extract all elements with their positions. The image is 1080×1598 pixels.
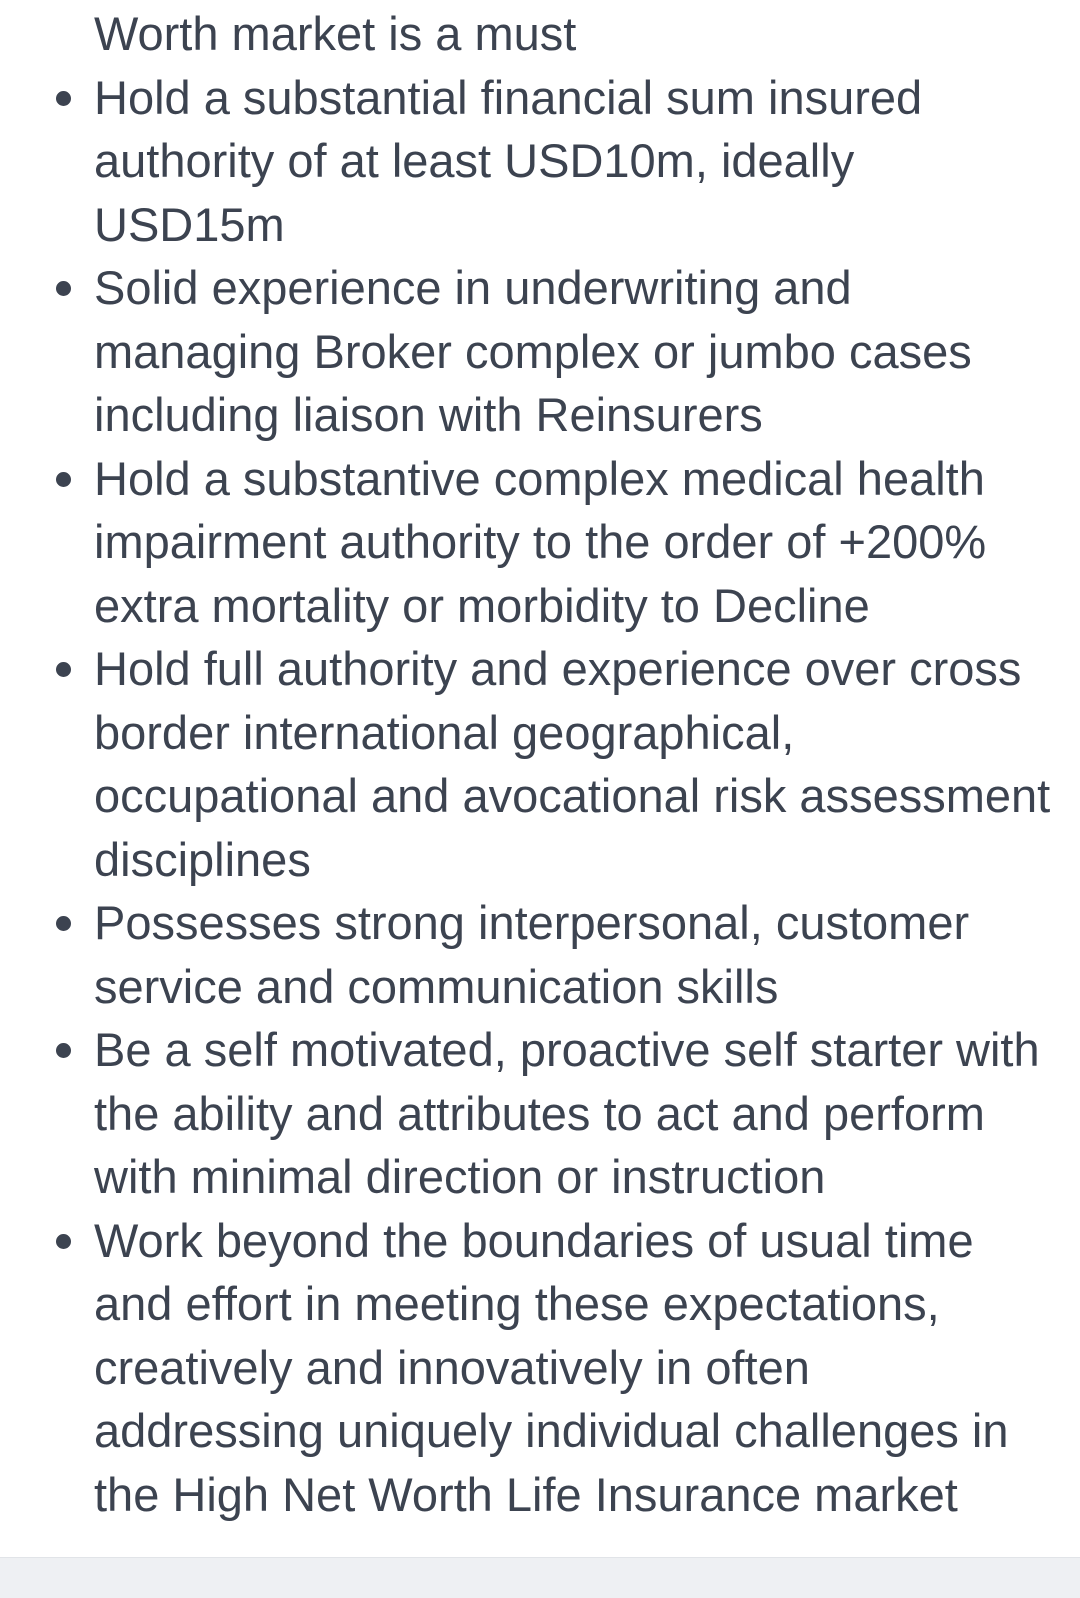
list-item-text: Be a self motivated, proactive self starter with the ability and attributes to act and perform with minimal direction or instruction <box>94 1023 1040 1203</box>
bullet-icon <box>56 91 71 106</box>
list-item <box>0 1018 1060 1209</box>
list-item <box>0 637 1060 891</box>
list-item <box>0 1209 1060 1527</box>
requirements-list <box>0 66 1060 1527</box>
bullet-icon <box>56 1234 71 1249</box>
list-item-text: Work beyond the boundaries of usual time and effort in meeting these expectations, creatively and innovatively in often addressing uniquely individual challenges in the High Net Worth Life Insurance market <box>94 1213 1009 1521</box>
list-item-text: Solid experience in underwriting and managing Broker complex or jumbo cases including liaison with Reinsurers <box>94 261 972 441</box>
list-item <box>0 447 1060 638</box>
bullet-icon <box>56 662 71 677</box>
lead-line-text: Worth market is a must <box>94 7 577 60</box>
list-item <box>0 256 1060 447</box>
bullet-icon <box>56 1043 71 1058</box>
list-item-text: Hold full authority and experience over cross border international geographical, occupational and avocational risk assessment disciplines <box>94 642 1051 886</box>
bullet-icon <box>56 916 71 931</box>
bullet-icon <box>56 472 71 487</box>
list-item-text: Hold a substantive complex medical health impairment authority to the order of +200% extra mortality or morbidity to Decline <box>94 451 987 632</box>
list-item-text: Hold a substantial financial sum insured authority of at least USD10m, ideally USD15m <box>94 70 923 251</box>
list-item <box>0 891 1060 1018</box>
list-item-text: Possesses strong interpersonal, customer service and communication skills <box>94 896 970 1013</box>
bullet-icon <box>56 281 71 296</box>
bottom-bar <box>0 1557 1080 1598</box>
list-item <box>0 66 1060 257</box>
